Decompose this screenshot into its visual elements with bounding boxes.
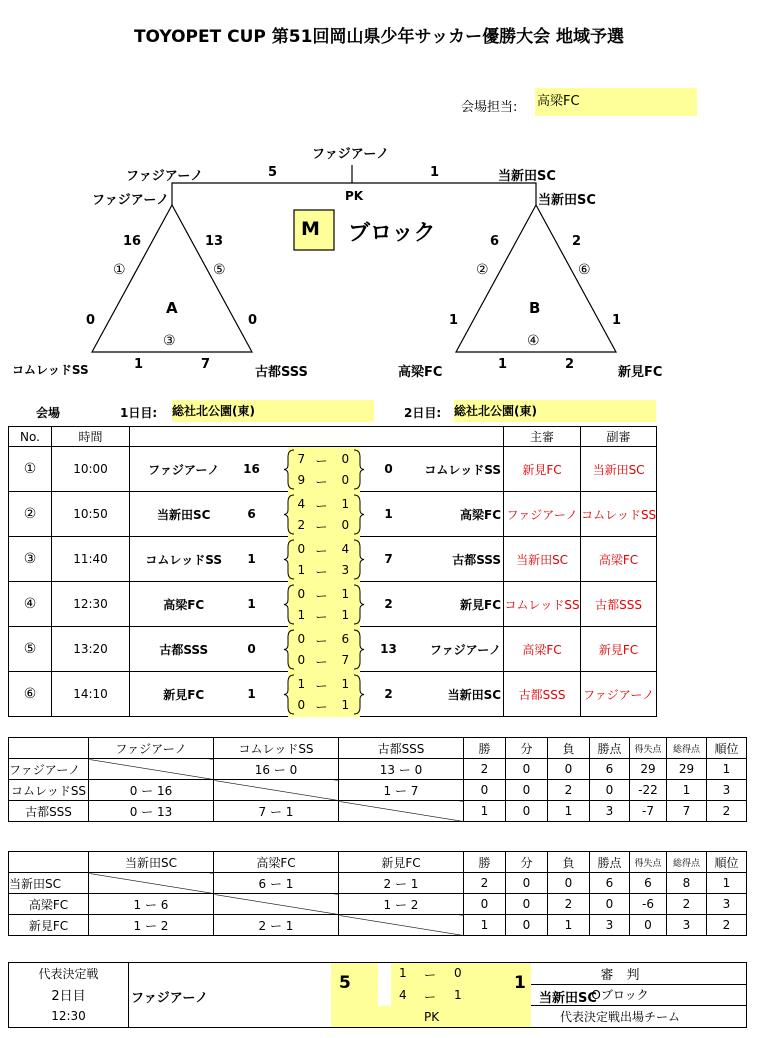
standings-draw: 0 (506, 759, 548, 780)
standings-gd: 29 (630, 759, 667, 780)
standings-header-points: 勝点 (590, 852, 630, 873)
standings-diagonal (89, 873, 214, 894)
schedule-day2-venue: 総社北公園(東) (454, 400, 656, 422)
standings-points: 6 (590, 759, 630, 780)
match-home-score: 1 (238, 537, 266, 582)
standings-gd: 6 (630, 873, 667, 894)
final-ref-team: 代表決定戦出場チーム (494, 1006, 747, 1028)
standings-row (9, 894, 747, 915)
match-referee: 古都SSS (504, 672, 581, 717)
standings-win: 0 (464, 894, 506, 915)
standings-result: 16 ー 0 (214, 759, 339, 780)
match-away-score: 0 (376, 447, 402, 492)
group-a-match3: ③ (163, 333, 176, 349)
standings-row (9, 801, 747, 822)
standings-goals: 7 (667, 801, 707, 822)
match-away-team: 新見FC (402, 582, 504, 627)
group-b-right-top-score: 2 (572, 234, 582, 249)
match-away-score: 2 (376, 672, 402, 717)
standings-draw: 0 (506, 780, 548, 801)
standings-lose: 1 (548, 801, 590, 822)
match-away-score: 2 (376, 582, 402, 627)
standings-team: ファジアーノ (9, 759, 89, 780)
match-half-scores (266, 582, 376, 627)
standings-team: 当新田SC (9, 873, 89, 894)
standings-points: 6 (590, 873, 630, 894)
standings-points: 0 (590, 780, 630, 801)
standings-header-win: 勝 (464, 738, 506, 759)
standings-header-goals: 総得点 (667, 852, 707, 873)
standings-win: 2 (464, 759, 506, 780)
standings-col-team: 古都SSS (339, 738, 464, 759)
standings-diagonal (339, 915, 464, 936)
group-b-match6: ⑥ (578, 262, 591, 278)
standings-win: 1 (464, 801, 506, 822)
half2-home: 2 (297, 518, 306, 532)
half2-away: 0 (341, 473, 350, 487)
half2-dash: ー (315, 565, 328, 579)
header-no: No. (9, 427, 52, 447)
match-home-score: 1 (238, 672, 266, 717)
final-right-team: 当新田SC (498, 169, 556, 184)
match-home-team: 高梁FC (130, 582, 238, 627)
final-home-team: ファジアーノ (131, 991, 209, 1006)
standings-goals: 29 (667, 759, 707, 780)
standings-points: 0 (590, 894, 630, 915)
half1-dash: ー (315, 634, 328, 648)
bracket-winner: ファジアーノ (312, 147, 390, 162)
standings-gd: -6 (630, 894, 667, 915)
final-match-cell (129, 963, 597, 1028)
final-ref-header: 審 判 (494, 963, 747, 985)
group-a-bottom-left-score: 1 (134, 357, 144, 372)
standings-draw: 0 (506, 894, 548, 915)
match-home-team: ファジアーノ (130, 447, 238, 492)
half1-away: 1 (341, 677, 350, 691)
final-h1b: 0 (454, 966, 462, 980)
half1-dash: ー (315, 544, 328, 558)
match-no: ③ (9, 537, 52, 582)
standings-corner (9, 852, 89, 873)
standings-row (9, 873, 747, 894)
standings-win: 1 (464, 915, 506, 936)
schedule-venue-label: 会場 (36, 406, 61, 420)
standings-result: 7 ー 1 (214, 801, 339, 822)
final-h2a: 4 (399, 988, 407, 1002)
standings-goals: 2 (667, 894, 707, 915)
standings-team: コムレッドSS (9, 780, 89, 801)
standings-lose: 0 (548, 873, 590, 894)
match-home-score: 0 (238, 627, 266, 672)
standings-header-goal-diff: 得失点 (630, 852, 667, 873)
schedule-day1-venue: 総社北公園(東) (172, 400, 374, 422)
match-away-score: 1 (376, 492, 402, 537)
standings-rank: 1 (707, 873, 747, 894)
group-b-left-top-score: 6 (490, 234, 500, 249)
group-b-left-bottom-score: 1 (449, 313, 459, 328)
match-time: 12:30 (52, 582, 130, 627)
group-a-right-bottom-score: 0 (248, 313, 258, 328)
standings-team: 高梁FC (9, 894, 89, 915)
final-away-team: 当新田SC (539, 991, 597, 1006)
standings-header-draw: 分 (506, 852, 548, 873)
match-half-scores (266, 537, 376, 582)
standings-rank: 3 (707, 894, 747, 915)
group-b-match2: ② (476, 262, 489, 278)
half2-away: 3 (341, 563, 350, 577)
standings-header-goal-diff: 得失点 (630, 738, 667, 759)
standings-points: 3 (590, 915, 630, 936)
half2-home: 0 (297, 653, 306, 667)
schedule-day2-label: 2日目: (404, 406, 442, 420)
standings-diagonal (89, 759, 214, 780)
final-dash1: ー (424, 968, 437, 982)
half2-dash: ー (315, 475, 328, 489)
standings-result: 2 ー 1 (214, 915, 339, 936)
standings-header-points: 勝点 (590, 738, 630, 759)
standings-header-lose: 負 (548, 852, 590, 873)
half2-home: 1 (297, 563, 306, 577)
block-label: ブロック (348, 221, 436, 246)
half1-away: 0 (341, 452, 350, 466)
match-home-score: 16 (238, 447, 266, 492)
match-home-team: コムレッドSS (130, 537, 238, 582)
standings-row (9, 759, 747, 780)
half1-home: 0 (297, 632, 306, 646)
half2-dash: ー (315, 520, 328, 534)
standings-lose: 2 (548, 894, 590, 915)
match-assistant: 当新田SC (581, 447, 657, 492)
half2-away: 7 (341, 653, 350, 667)
match-referee: ファジアーノ (504, 492, 581, 537)
group-a-bottom-right-team: 古都SSS (255, 365, 308, 380)
match-referee: コムレッドSS (504, 582, 581, 627)
final-h1a: 1 (399, 966, 407, 980)
match-referee: 新見FC (504, 447, 581, 492)
half1-dash: ー (315, 589, 328, 603)
match-home-team: 古都SSS (130, 627, 238, 672)
half2-dash: ー (315, 655, 328, 669)
standings-header-win: 勝 (464, 852, 506, 873)
half1-home: 0 (297, 587, 306, 601)
group-b-top-team: 当新田SC (538, 193, 596, 208)
match-assistant: コムレッドSS (581, 492, 657, 537)
group-a-label: A (166, 299, 178, 317)
final-time: 12:30 (9, 1006, 129, 1028)
standings-gd: 0 (630, 915, 667, 936)
standings-header-goals: 総得点 (667, 738, 707, 759)
standings-rank: 2 (707, 915, 747, 936)
match-time: 10:50 (52, 492, 130, 537)
final-day: 2日目 (9, 984, 129, 1006)
standings-corner (9, 738, 89, 759)
match-no: ⑤ (9, 627, 52, 672)
match-home-team: 当新田SC (130, 492, 238, 537)
standings-header-row (9, 852, 747, 873)
standings-draw: 0 (506, 873, 548, 894)
header-time: 時間 (52, 427, 130, 447)
standings-goals: 8 (667, 873, 707, 894)
group-b-bottom-right-team: 新見FC (618, 365, 663, 380)
standings-result: 1 ー 7 (339, 780, 464, 801)
standings-table-group-b (8, 851, 747, 936)
standings-result: 1 ー 6 (89, 894, 214, 915)
half1-home: 1 (297, 677, 306, 691)
standings-lose: 2 (548, 780, 590, 801)
match-header-row (9, 427, 657, 447)
half2-away: 1 (341, 698, 350, 712)
standings-lose: 1 (548, 915, 590, 936)
final-label: 代表決定戦 (9, 963, 129, 985)
match-no: ⑥ (9, 672, 52, 717)
page-title: TOYOPET CUP 第51回岡山県少年サッカー優勝大会 地域予選 (133, 27, 625, 47)
match-away-team: 高梁FC (402, 492, 504, 537)
standings-result: 0 ー 13 (89, 801, 214, 822)
group-b-bottom-left-score: 1 (498, 357, 508, 372)
standings-lose: 0 (548, 759, 590, 780)
final-right-score: 1 (430, 165, 440, 180)
match-assistant: 高梁FC (581, 537, 657, 582)
match-home-score: 6 (238, 492, 266, 537)
schedule-day1-label: 1日目: (120, 406, 158, 420)
match-away-score: 7 (376, 537, 402, 582)
block-letter: M (301, 218, 320, 240)
half2-away: 0 (341, 518, 350, 532)
standings-win: 0 (464, 780, 506, 801)
standings-rank: 3 (707, 780, 747, 801)
match-assistant: 新見FC (581, 627, 657, 672)
standings-result: 13 ー 0 (339, 759, 464, 780)
standings-rank: 2 (707, 801, 747, 822)
standings-header-draw: 分 (506, 738, 548, 759)
match-row (9, 582, 657, 627)
standings-col-team: ファジアーノ (89, 738, 214, 759)
standings-gd: -7 (630, 801, 667, 822)
standings-team: 古都SSS (9, 801, 89, 822)
standings-col-team: 当新田SC (89, 852, 214, 873)
standings-diagonal (214, 780, 339, 801)
venue-label: 会場担当: (461, 100, 518, 115)
group-a-match5: ⑤ (213, 262, 226, 278)
half1-away: 1 (341, 497, 350, 511)
final-dash2: ー (424, 990, 437, 1004)
half2-away: 1 (341, 608, 350, 622)
standings-result: 0 ー 16 (89, 780, 214, 801)
final-home-score: 5 (339, 973, 351, 993)
match-half-scores (266, 492, 376, 537)
standings-win: 2 (464, 873, 506, 894)
half1-home: 7 (297, 452, 306, 466)
half2-dash: ー (315, 700, 328, 714)
match-assistant: ファジアーノ (581, 672, 657, 717)
group-a-left-bottom-score: 0 (86, 313, 96, 328)
final-match-table (8, 962, 747, 1028)
header-assistant: 副審 (581, 427, 657, 447)
venue-value: 高梁FC (535, 88, 697, 116)
half2-dash: ー (315, 610, 328, 624)
match-time: 13:20 (52, 627, 130, 672)
standings-col-team: コムレッドSS (214, 738, 339, 759)
match-row (9, 627, 657, 672)
header-referee: 主審 (504, 427, 581, 447)
match-time: 11:40 (52, 537, 130, 582)
standings-result: 1 ー 2 (339, 894, 464, 915)
standings-goals: 3 (667, 915, 707, 936)
half1-dash: ー (315, 454, 328, 468)
half1-away: 1 (341, 587, 350, 601)
standings-header-rank: 順位 (707, 852, 747, 873)
match-no: ① (9, 447, 52, 492)
standings-table-group-a (8, 737, 747, 822)
match-half-scores (266, 447, 376, 492)
final-left-score: 5 (268, 165, 278, 180)
half1-home: 4 (297, 497, 306, 511)
match-schedule-table (8, 426, 657, 717)
group-a-top-team: ファジアーノ (92, 193, 170, 208)
standings-row (9, 915, 747, 936)
half2-home: 1 (297, 608, 306, 622)
standings-header-rank: 順位 (707, 738, 747, 759)
standings-result: 1 ー 2 (89, 915, 214, 936)
match-row (9, 492, 657, 537)
match-away-team: 古都SSS (402, 537, 504, 582)
standings-gd: -22 (630, 780, 667, 801)
group-a-bottom-left-team: コムレッドSS (12, 363, 89, 377)
standings-result: 6 ー 1 (214, 873, 339, 894)
match-assistant: 古都SSS (581, 582, 657, 627)
group-b-right-bottom-score: 1 (612, 313, 622, 328)
standings-draw: 0 (506, 915, 548, 936)
standings-diagonal (339, 801, 464, 822)
standings-diagonal (214, 894, 339, 915)
group-b-bottom-right-score: 2 (565, 357, 575, 372)
match-no: ④ (9, 582, 52, 627)
match-home-team: 新見FC (130, 672, 238, 717)
match-time: 14:10 (52, 672, 130, 717)
match-row (9, 537, 657, 582)
standings-points: 3 (590, 801, 630, 822)
half2-home: 0 (297, 698, 306, 712)
header-match (130, 427, 504, 447)
match-away-team: コムレッドSS (402, 447, 504, 492)
group-b-match4: ④ (527, 333, 540, 349)
standings-header-lose: 負 (548, 738, 590, 759)
half1-dash: ー (315, 499, 328, 513)
group-b-bottom-left-team: 高梁FC (398, 365, 443, 380)
group-b-label: B (529, 299, 541, 317)
half1-dash: ー (315, 679, 328, 693)
final-away-score: 1 (514, 973, 526, 993)
standings-draw: 0 (506, 801, 548, 822)
standings-team: 新見FC (9, 915, 89, 936)
match-referee: 当新田SC (504, 537, 581, 582)
group-a-match1: ① (113, 262, 126, 278)
half2-home: 9 (297, 473, 306, 487)
final-left-team: ファジアーノ (126, 169, 204, 184)
match-time: 10:00 (52, 447, 130, 492)
half1-away: 6 (341, 632, 350, 646)
standings-goals: 1 (667, 780, 707, 801)
match-row (9, 447, 657, 492)
group-a-right-top-score: 13 (205, 234, 224, 249)
match-away-team: 当新田SC (402, 672, 504, 717)
match-away-team: ファジアーノ (402, 627, 504, 672)
half1-away: 4 (341, 542, 350, 556)
match-half-scores (266, 672, 376, 717)
final-h2b: 1 (454, 988, 462, 1002)
final-pk: PK (424, 1010, 440, 1024)
match-away-score: 13 (376, 627, 402, 672)
group-a-left-top-score: 16 (123, 234, 142, 249)
final-pk-label: PK (345, 189, 364, 203)
match-half-scores (266, 627, 376, 672)
match-referee: 高梁FC (504, 627, 581, 672)
standings-col-team: 新見FC (339, 852, 464, 873)
standings-rank: 1 (707, 759, 747, 780)
standings-header-row (9, 738, 747, 759)
half1-home: 0 (297, 542, 306, 556)
final-ref-block: Oブロック (494, 984, 747, 1006)
group-a-bottom-right-score: 7 (201, 357, 211, 372)
match-row (9, 672, 657, 717)
match-no: ② (9, 492, 52, 537)
standings-row (9, 780, 747, 801)
match-home-score: 1 (238, 582, 266, 627)
standings-col-team: 高梁FC (214, 852, 339, 873)
standings-result: 2 ー 1 (339, 873, 464, 894)
